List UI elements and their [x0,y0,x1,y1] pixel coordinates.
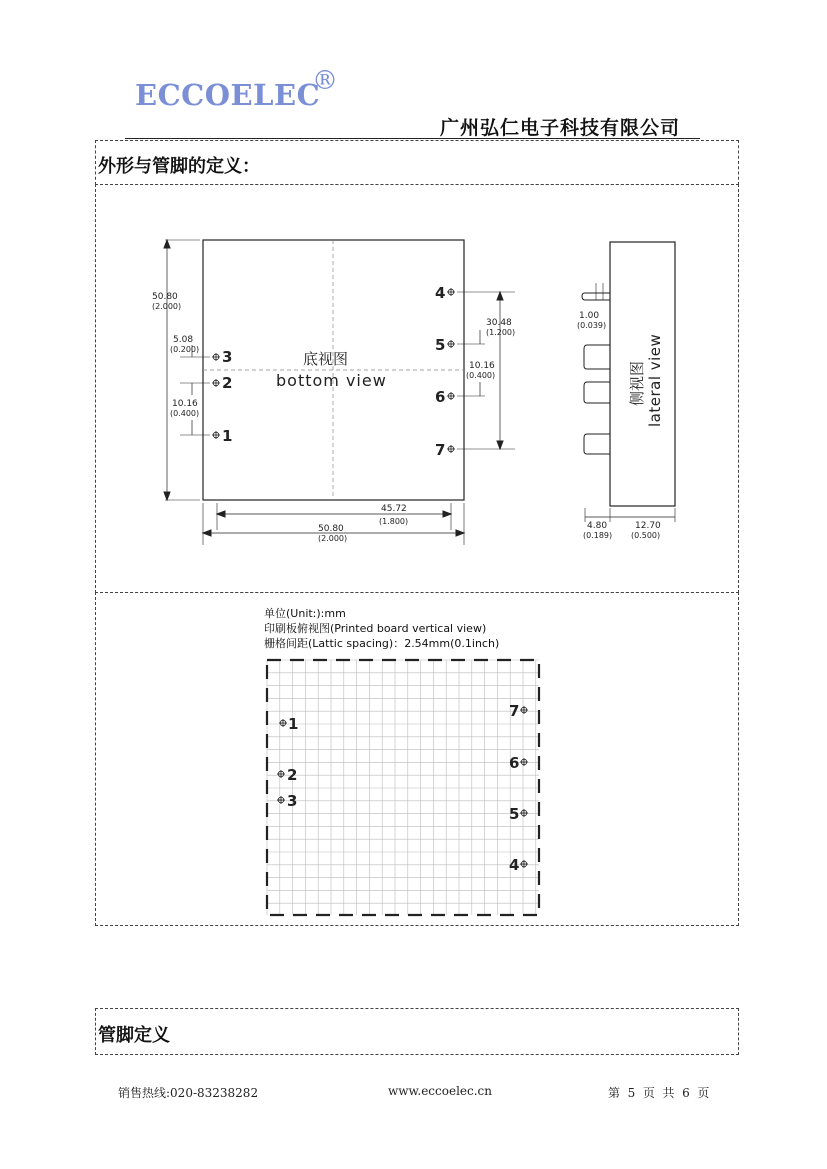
dim-right-pitch-in: (0.400) [466,371,496,380]
dim-height-in: (2.000) [152,302,182,311]
section-title-box [95,140,739,185]
pin-label-5: 5 [435,336,446,354]
pcb-pin-label-3: 3 [287,792,298,810]
dim-thickness-in: (0.500) [631,531,661,540]
dim-width-in: (2.000) [318,534,348,543]
spacing-note: 栅格间距(Lattic spacing)：2.54mm(0.1inch) [264,637,500,650]
dim-pitch-left-in: (0.400) [170,409,200,418]
bottom-view-label-en: bottom view [276,371,387,390]
footer-page-info: 第 5 页 共 6 页 [608,1086,710,1100]
dim-pin-len: 4.80 [587,521,608,531]
dim-width: 50.80 [318,524,344,534]
dim-pitch-top: 5.08 [173,335,194,345]
pcb-pin-label-2: 2 [287,766,298,784]
pcb-pin-label-7: 7 [509,702,520,720]
view-note: 印刷板俯视图(Printed board vertical view) [264,622,487,635]
dim-height: 50.80 [152,292,178,302]
footer-hotline: 销售热线:020-83238282 [118,1086,259,1100]
section-title-pin-definition: 管脚定义 [98,1025,170,1046]
company-logo: ECCOELEC [135,78,321,112]
outline-drawing [95,184,739,593]
pin-label-7: 7 [435,441,446,459]
footer-website[interactable]: www.eccoelec.cn [388,1084,492,1098]
lateral-view-label-en: lateral view [646,333,664,427]
company-name: 广州弘仁电子科技有限公司 [440,117,681,139]
header-divider [125,138,700,139]
pin-label-6: 6 [435,388,446,406]
dim-right-pitch: 10.16 [469,361,495,371]
dim-right-span-in: (1.200) [486,328,516,337]
pin-label-2: 2 [222,374,233,392]
pin-label-1: 1 [222,427,233,445]
pcb-grid [260,650,550,926]
dim-pin-len-in: (0.189) [583,531,613,540]
dim-thickness: 12.70 [635,521,661,531]
dim-pin-span: 45.72 [381,504,407,514]
pcb-pin-label-6: 6 [509,754,520,772]
dim-pitch-top-in: (0.200) [170,345,200,354]
pin-label-4: 4 [435,284,446,302]
lateral-view-label-cn: 侧视图 [628,360,646,406]
section-title-outline: 外形与管脚的定义： [98,156,260,177]
unit-note: 单位(Unit:):mm [264,607,346,620]
pcb-pin-label-1: 1 [288,715,299,733]
bottom-view-label-cn: 底视图 [303,350,349,368]
registered-mark: ® [312,66,338,96]
pin-definition-title-box [95,1008,739,1055]
dim-pin-dia: 1.00 [579,311,600,321]
dim-pin-dia-in: (0.039) [577,321,607,330]
pin-label-3: 3 [222,348,233,366]
dim-pin-span-in: (1.800) [379,517,409,526]
dim-right-span: 30.48 [486,318,512,328]
pcb-pin-label-4: 4 [509,856,520,874]
pcb-pin-label-5: 5 [509,805,520,823]
dim-pitch-left: 10.16 [172,399,198,409]
